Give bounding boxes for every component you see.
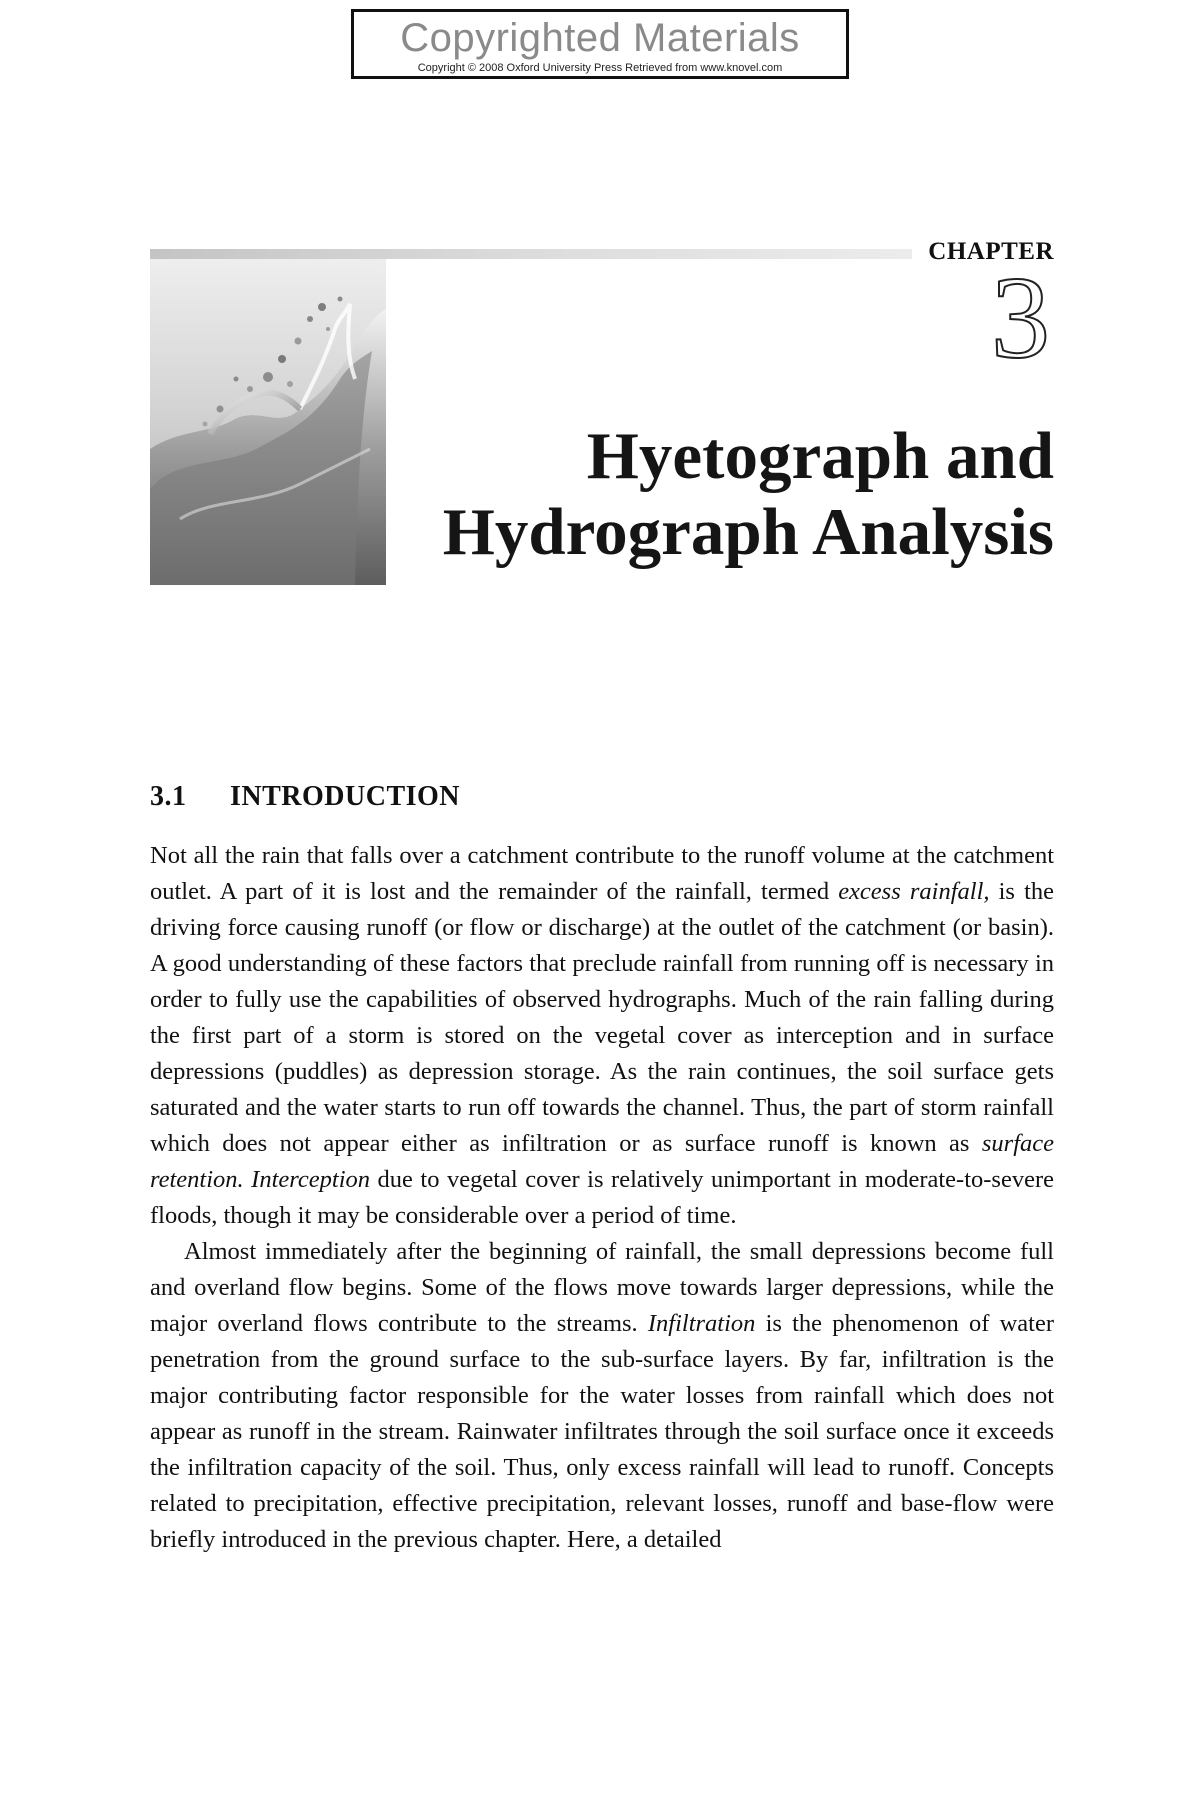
water-splash-illustration xyxy=(150,259,386,585)
paragraph-1 xyxy=(150,838,1054,1234)
chapter-label: CHAPTER xyxy=(928,238,1054,265)
term-surface-retention-interception: surface retention. Interception xyxy=(150,1130,1054,1193)
chapter-title-line-2: Hydrograph Analysis xyxy=(442,495,1054,569)
section-heading xyxy=(150,781,460,813)
paragraph-1-text-a: Not all the rain that falls over a catchment contribute to the runoff volume at the catchment outlet. A part of it is lost and the remainder of the rainfall, termed xyxy=(150,842,1054,905)
chapter-header-rule xyxy=(150,249,912,259)
paragraph-2-text-b: is the phenomenon of water penetration from the ground surface to the sub-surface layers. By far, infiltration is the major contributing factor responsible for the water losses from rainfall which does not appear as runoff in the stream. Rainwater infiltrates through the soil surface once it exceeds the infiltration capacity of the soil. Thus, only excess rainfall will lead to runoff. Concepts related to precipitation, effective precipitation, relevant losses, runoff and base-flow were briefly introduced in the previous chapter. Here, a detailed xyxy=(150,1310,1054,1553)
body-text xyxy=(150,838,1054,1558)
chapter-title xyxy=(354,418,1054,570)
banner-subtitle: Copyright © 2008 Oxford University Press Retrieved from www.knovel.com xyxy=(417,62,783,74)
banner-title: Copyrighted Materials xyxy=(400,16,800,60)
copyright-banner xyxy=(351,9,849,79)
term-excess-rainfall: excess rainfall, xyxy=(838,878,990,905)
paragraph-2 xyxy=(150,1234,1054,1558)
term-infiltration: Infiltration xyxy=(647,1310,756,1337)
chapter-title-line-1: Hyetograph and xyxy=(586,419,1054,493)
paragraph-1-text-c: due to vegetal cover is relatively unimportant in moderate-to-severe floods, though it may be considerable over a period of time. xyxy=(150,1166,1054,1229)
paragraph-2-text-a: Almost immediately after the beginning of rainfall, the small depressions become full and overland flow begins. Some of the flows move towards larger depressions, while the major overland flows contribute to the streams. xyxy=(150,1238,1054,1337)
section-title: INTRODUCTION xyxy=(230,781,461,812)
section-number: 3.1 xyxy=(150,781,187,812)
chapter-number: 3 xyxy=(991,252,1050,383)
paragraph-1-text-b: is the driving force causing runoff (or flow or discharge) at the outlet of the catchment (or basin). A good understanding of these factors that preclude rainfall from running off is necessary in order to fully use the capabilities of observed hydrographs. Much of the rain falling during the first part of a storm is stored on the vegetal cover as interception and in surface depressions (puddles) as depression storage. As the rain continues, the soil surface gets saturated and the water starts to run off towards the channel. Thus, the part of storm rainfall which does not appear either as infiltration or as surface runoff is known as xyxy=(150,878,1055,1157)
